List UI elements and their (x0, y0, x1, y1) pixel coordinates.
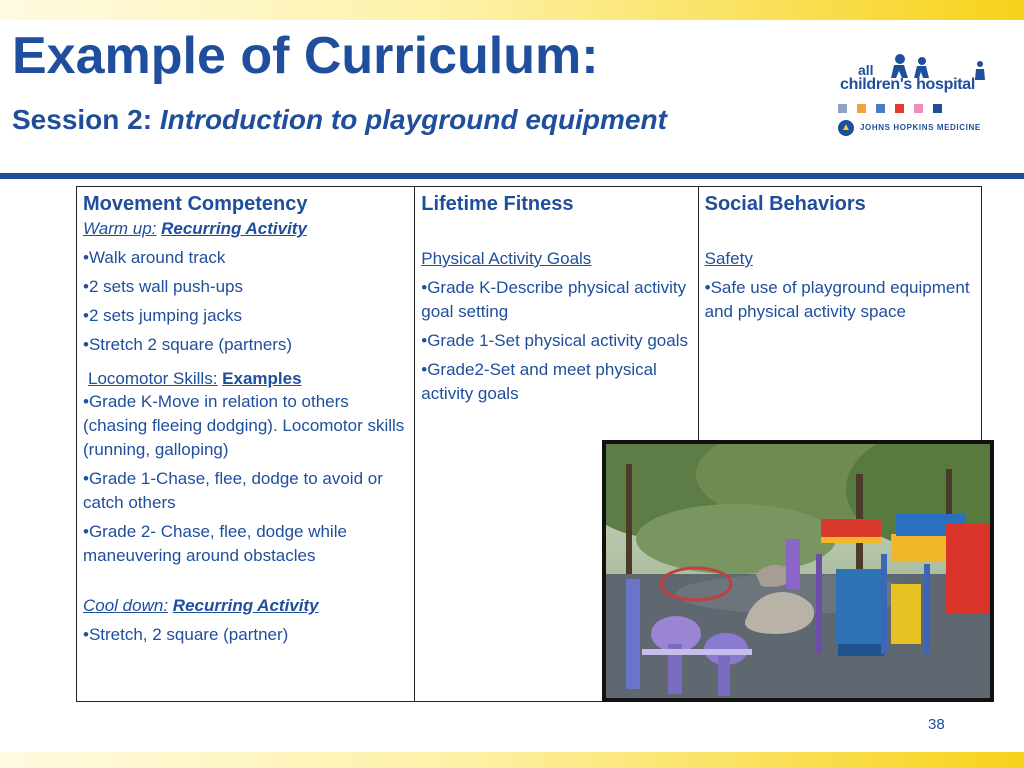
header-divider (0, 173, 1024, 179)
column-header: Lifetime Fitness (421, 193, 574, 215)
logo-name-text: children's hospital (840, 76, 976, 93)
cooldown-label: Cool down: Recurring Activity (83, 596, 319, 615)
playground-image (606, 444, 990, 698)
section-label: Safety (704, 249, 753, 268)
column-header: Social Behaviors (704, 193, 866, 215)
logo-square (857, 104, 866, 113)
logo-all-text: all (858, 62, 874, 78)
subtitle-emphasis: Introduction to playground equipment (159, 104, 667, 135)
locomotor-label: Locomotor Skills: Examples (88, 369, 302, 388)
column-header: Movement Competency (83, 193, 308, 215)
hospital-logo (832, 48, 1000, 138)
logo-square (914, 104, 923, 113)
list-item: •Grade K-Describe physical activity goal setting (421, 278, 687, 321)
list-item: •Stretch 2 square (partners) (83, 335, 293, 354)
list-item: •Stretch, 2 square (partner) (83, 625, 289, 644)
list-item: •Grade 2- Chase, flee, dodge while maneuvering around obstacles (83, 522, 347, 565)
list-item: •2 sets wall push-ups (83, 277, 243, 296)
section-label: Physical Activity Goals (421, 249, 592, 268)
slide-subtitle (12, 104, 667, 136)
list-item: •Grade K-Move in relation to others (chasing fleeing dodging). Locomotor skills (running, galloping) (83, 392, 405, 459)
logo-color-squares (838, 104, 942, 113)
list-item: •Walk around track (83, 248, 226, 267)
johns-hopkins-shield-icon: ▲ (838, 120, 854, 136)
logo-square (838, 104, 847, 113)
slide-title: Example of Curriculum: (12, 27, 599, 85)
subtitle-prefix: Session 2: (12, 104, 153, 135)
logo-affiliation: JOHNS HOPKINS MEDICINE (860, 123, 981, 132)
list-item: •Grade 1-Set physical activity goals (421, 331, 688, 350)
locomotor-examples: Examples (222, 369, 302, 388)
list-item: •Grade 1-Chase, flee, dodge to avoid or catch others (83, 469, 383, 512)
playground-photo (602, 440, 994, 702)
column-movement-competency (77, 187, 414, 701)
logo-square (876, 104, 885, 113)
list-item: •Safe use of playground equipment and physical activity space (704, 278, 970, 321)
logo-square (933, 104, 942, 113)
bottom-yellow-band (0, 752, 1024, 768)
logo-square (895, 104, 904, 113)
list-item: •Grade2-Set and meet physical activity goals (421, 360, 657, 403)
page-number: 38 (928, 716, 945, 733)
warmup-activity: Recurring Activity (161, 219, 307, 238)
cooldown-activity: Recurring Activity (172, 596, 319, 615)
top-yellow-band (0, 0, 1024, 20)
list-item: •2 sets jumping jacks (83, 306, 243, 325)
warmup-label: Warm up: Recurring Activity (83, 219, 307, 238)
